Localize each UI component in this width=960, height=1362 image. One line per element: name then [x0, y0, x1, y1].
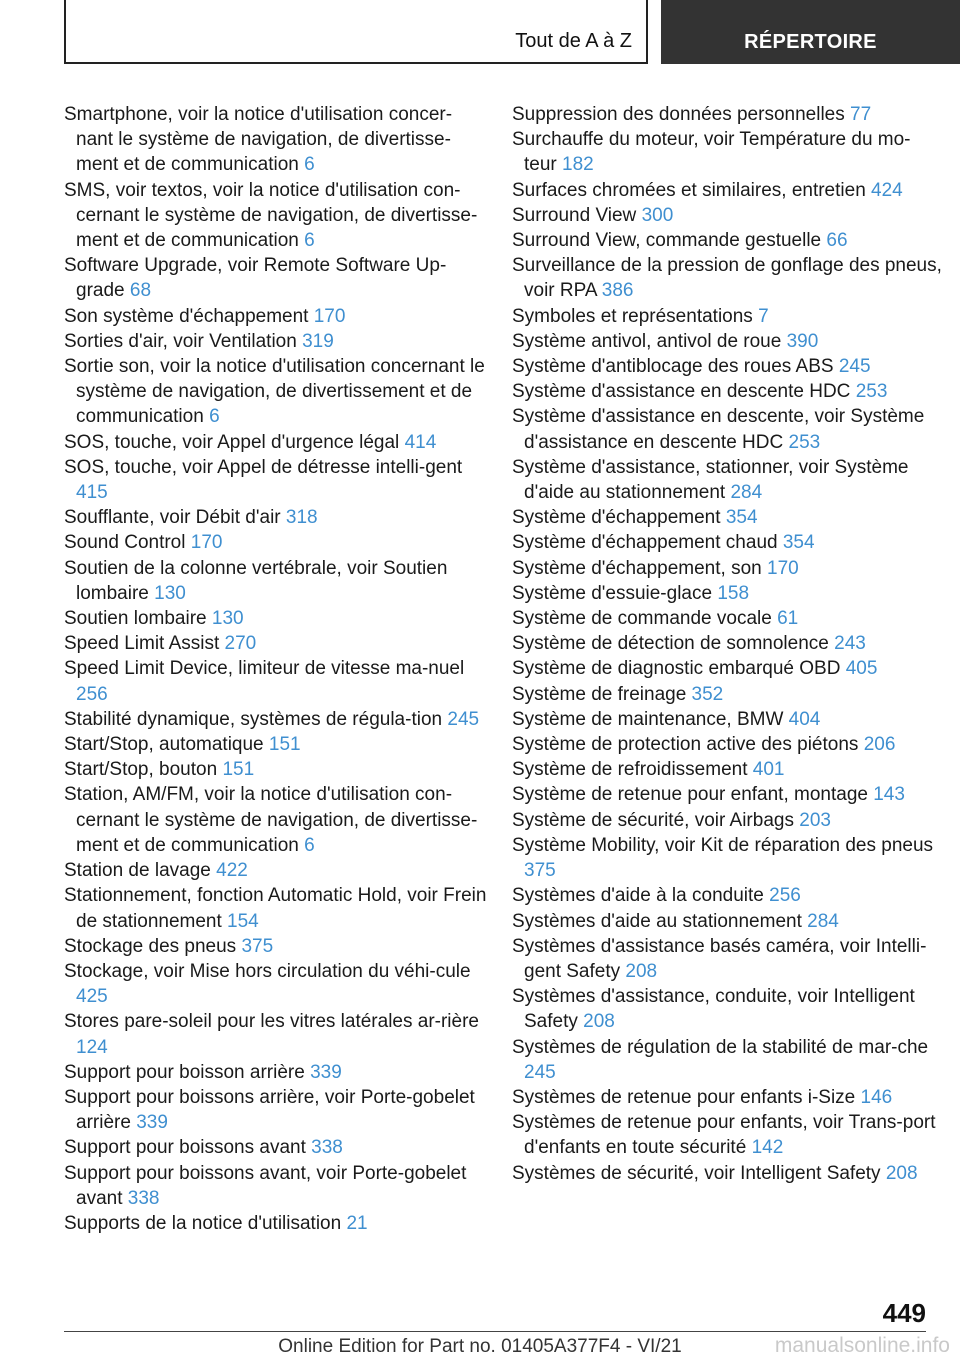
index-entry [512, 530, 942, 555]
index-entry-text: Speed Limit Assist [64, 633, 220, 655]
footer-divider [64, 1331, 926, 1332]
index-entry [64, 1135, 489, 1160]
index-entry [64, 1085, 489, 1135]
page-reference-link[interactable]: 208 [583, 1011, 615, 1033]
index-entry [512, 656, 942, 681]
page-reference-link[interactable]: 424 [871, 179, 903, 201]
page-reference-link[interactable]: 245 [838, 356, 871, 378]
index-entry-text: Systèmes d'assistance basés caméra, voir Intelli-gent Safety [512, 935, 927, 982]
page-number: 449 [882, 1298, 926, 1328]
index-entry-text: SOS, touche, voir Appel d'urgence légal [64, 431, 400, 453]
index-entry [64, 1211, 489, 1236]
index-entry [512, 102, 942, 127]
index-entry [512, 354, 942, 379]
page-reference-link[interactable]: 154 [227, 910, 259, 932]
index-entry [512, 732, 942, 757]
index-entry-text: Stores pare-soleil pour les vitres latérales ar-rière [64, 1011, 479, 1033]
page-reference-link[interactable]: 390 [786, 330, 819, 352]
page-reference-link[interactable]: 170 [190, 532, 223, 554]
index-entry-text: SOS, touche, voir Appel de détresse intelli-gent [64, 456, 463, 478]
page-reference-link[interactable]: 414 [404, 431, 437, 453]
index-column-left [64, 102, 489, 1236]
page-reference-link[interactable]: 338 [311, 1137, 343, 1159]
index-entry-text: Sortie son, voir la notice d'utilisation concernant le système de navigation, de divertissement et de communication [64, 356, 485, 428]
index-entry [64, 455, 489, 505]
index-entry [64, 757, 489, 782]
index-entry [512, 379, 942, 404]
page-reference-link[interactable]: 284 [730, 482, 763, 504]
index-column-right [512, 102, 942, 1186]
index-entry [512, 984, 942, 1034]
index-entry-text: Système d'essuie-glace [512, 582, 713, 604]
index-entry-text: Système d'assistance, stationner, voir Système d'aide au stationnement [512, 456, 909, 504]
index-entry [512, 1110, 942, 1160]
index-entry [512, 228, 942, 253]
index-entry-text: Système d'échappement, son [512, 557, 762, 579]
page-reference-link[interactable]: 256 [76, 683, 108, 705]
index-entry-text: Systèmes de retenue pour enfants, voir Trans-port d'enfants en toute sécurité [512, 1112, 936, 1159]
index-entry-text: Son système d'échappement [64, 305, 309, 327]
watermark: manualsonline.info [774, 1334, 950, 1357]
index-entry [64, 304, 489, 329]
page-reference-link[interactable]: 339 [136, 1112, 168, 1134]
page-reference-link[interactable]: 124 [76, 1036, 108, 1058]
page-reference-link[interactable]: 21 [346, 1212, 368, 1234]
index-entry-text: Système de sécurité, voir Airbags [512, 809, 794, 831]
page-reference-link[interactable]: 375 [524, 860, 556, 882]
page-reference-link[interactable]: 354 [782, 532, 815, 554]
page-reference-link[interactable]: 284 [807, 910, 839, 932]
page-reference-link[interactable]: 253 [788, 431, 821, 453]
page-reference-link[interactable]: 352 [691, 683, 724, 705]
index-entry-text: Supports de la notice d'utilisation [64, 1212, 342, 1234]
page-reference-link[interactable]: 245 [447, 708, 480, 730]
page-reference-link[interactable]: 318 [285, 507, 318, 529]
index-entry-text: Suppression des données personnelles [512, 104, 845, 125]
index-entry-text: Systèmes d'assistance, conduite, voir Intelligent Safety [512, 986, 915, 1033]
index-entry [64, 732, 489, 757]
index-entry-text: Stabilité dynamique, systèmes de régula-tion [64, 708, 443, 730]
index-entry-text: Smartphone, voir la notice d'utilisation concer-nant le système de navigation, de divertisse-ment et de communication [64, 104, 453, 176]
index-entry-text: Software Upgrade, voir Remote Software Up-grade [64, 255, 447, 302]
index-entry [512, 631, 942, 656]
page-reference-link[interactable]: 7 [758, 305, 769, 327]
index-entry [512, 581, 942, 606]
page-reference-link[interactable]: 203 [799, 809, 831, 831]
index-entry-text: Système d'antiblocage des roues ABS [512, 356, 834, 378]
index-entry-text: Support pour boissons avant [64, 1137, 306, 1159]
index-entry-text: Systèmes de retenue pour enfants i-Size [512, 1086, 856, 1108]
index-entry [512, 178, 942, 203]
index-entry-text: Soutien lombaire [64, 608, 207, 630]
index-entry-text: Soufflante, voir Débit d'air [64, 507, 281, 529]
index-entry [64, 656, 489, 706]
index-entry-text: Support pour boisson arrière [64, 1061, 305, 1083]
page-reference-link[interactable]: 354 [725, 507, 758, 529]
index-entry-text: Système d'assistance en descente, voir Système d'assistance en descente HDC [512, 406, 925, 453]
chapter-tab [661, 0, 960, 64]
index-entry [64, 505, 489, 530]
page-reference-link[interactable]: 245 [524, 1061, 556, 1083]
index-entry [64, 530, 489, 555]
page-reference-link[interactable]: 143 [873, 784, 905, 806]
index-entry-text: Système d'assistance en descente HDC [512, 381, 851, 403]
page-reference-link[interactable]: 66 [826, 230, 848, 252]
index-entry [512, 1085, 942, 1110]
index-entry-text: Speed Limit Device, limiteur de vitesse ma-nuel [64, 658, 465, 680]
index-entry-text: Surchauffe du moteur, voir Température du mo-teur [512, 129, 911, 176]
index-entry [512, 883, 942, 908]
index-entry-text: Système de maintenance, BMW [512, 708, 784, 730]
index-entry-text: Système de freinage [512, 683, 687, 705]
page-reference-link[interactable]: 415 [76, 482, 108, 504]
page-reference-link[interactable]: 404 [788, 708, 821, 730]
index-entry-text: Système d'échappement chaud [512, 532, 778, 554]
index-entry [512, 682, 942, 707]
page-reference-link[interactable]: 386 [601, 280, 634, 302]
index-entry-text: Sorties d'air, voir Ventilation [64, 330, 297, 352]
index-entry [64, 329, 489, 354]
page-reference-link[interactable]: 375 [241, 935, 274, 957]
index-entry [512, 707, 942, 732]
page-reference-link[interactable]: 130 [211, 608, 244, 630]
index-entry [64, 1161, 489, 1211]
index-entry [64, 934, 489, 959]
index-entry [512, 253, 942, 303]
index-entry [64, 178, 489, 254]
page-reference-link[interactable]: 300 [641, 204, 674, 226]
index-entry [64, 782, 489, 858]
index-entry-text: Sound Control [64, 532, 186, 554]
index-entry [512, 782, 942, 807]
index-entry-text: Support pour boissons arrière, voir Porte-gobelet arrière [64, 1086, 475, 1134]
index-entry [512, 304, 942, 329]
index-entry [512, 455, 942, 505]
index-entry [512, 808, 942, 833]
index-entry-text: Système de retenue pour enfant, montage [512, 784, 868, 806]
page-reference-link[interactable]: 6 [304, 834, 315, 856]
index-entry [64, 959, 489, 1009]
index-entry-text: Surveillance de la pression de gonflage des pneus, voir RPA [512, 255, 942, 302]
page-reference-link[interactable]: 256 [769, 885, 801, 907]
index-entry [512, 833, 942, 883]
page-reference-link[interactable]: 182 [562, 154, 594, 176]
index-entry-text: Station, AM/FM, voir la notice d'utilisation con-cernant le système de navigation, de divertisse-ment et de communication [64, 784, 478, 856]
index-entry-text: Surround View [512, 204, 637, 226]
index-entry [512, 934, 942, 984]
index-entry [64, 707, 489, 732]
index-entry-text: Start/Stop, automatique [64, 734, 264, 756]
page-reference-link[interactable]: 146 [860, 1086, 893, 1108]
page-reference-link[interactable]: 151 [268, 734, 301, 756]
page-reference-link[interactable]: 130 [154, 582, 186, 604]
index-entry-text: Système de commande vocale [512, 608, 772, 630]
index-entry-text: SMS, voir textos, voir la notice d'utilisation con-cernant le système de navigation, de divertisse-ment et de communication [64, 179, 478, 252]
index-entry [512, 556, 942, 581]
index-entry-text: Surfaces chromées et similaires, entretien [512, 179, 866, 201]
index-entry [512, 757, 942, 782]
index-entry [64, 354, 489, 430]
index-entry-text: Système Mobility, voir Kit de réparation des pneus [512, 834, 934, 856]
page-reference-link[interactable]: 142 [751, 1137, 784, 1159]
index-entry-text: Station de lavage [64, 860, 211, 882]
index-entry [64, 556, 489, 606]
index-entry-text: Système antivol, antivol de roue [512, 330, 782, 352]
page-reference-link[interactable]: 270 [224, 633, 257, 655]
index-entry [512, 329, 942, 354]
page-reference-link[interactable]: 208 [625, 960, 658, 982]
index-entry-text: Stockage des pneus [64, 935, 237, 957]
index-entry [64, 606, 489, 631]
page-reference-link[interactable]: 61 [777, 608, 799, 630]
index-entry-text: Systèmes d'aide au stationnement [512, 910, 802, 932]
page-reference-link[interactable]: 6 [304, 230, 315, 252]
index-entry [512, 606, 942, 631]
page-reference-link[interactable]: 68 [129, 280, 152, 302]
page-reference-link[interactable]: 253 [855, 381, 888, 403]
page-reference-link[interactable]: 208 [885, 1162, 918, 1184]
index-entry-text: Support pour boissons avant, voir Porte-gobelet avant [64, 1162, 467, 1209]
index-entry [64, 1009, 489, 1059]
section-label: Tout de A à Z [515, 30, 632, 52]
index-entry [512, 1161, 942, 1186]
index-entry [64, 253, 489, 303]
index-entry-text: Système de diagnostic embarqué OBD [512, 658, 841, 680]
page-reference-link[interactable]: 6 [304, 154, 315, 176]
page-reference-link[interactable]: 158 [717, 582, 750, 604]
page-reference-link[interactable]: 339 [310, 1061, 342, 1083]
index-entry-text: Start/Stop, bouton [64, 759, 218, 781]
page-reference-link[interactable]: 77 [850, 104, 872, 125]
index-entry [64, 102, 489, 178]
index-entry [64, 430, 489, 455]
index-entry-text: Système de refroidissement [512, 759, 748, 781]
index-entry [512, 127, 942, 177]
index-entry-text: Stationnement, fonction Automatic Hold, voir Frein de stationnement [64, 885, 487, 932]
index-entry [512, 909, 942, 934]
index-entry [64, 883, 489, 933]
page-reference-link[interactable]: 338 [127, 1187, 160, 1209]
index-entry [64, 1060, 489, 1085]
page-reference-link[interactable]: 170 [313, 305, 346, 327]
index-entry [512, 203, 942, 228]
index-entry-text: Systèmes de sécurité, voir Intelligent Safety [512, 1162, 881, 1184]
index-entry-text: Système de détection de somnolence [512, 633, 829, 655]
section-tab [64, 0, 648, 64]
index-entry-text: Systèmes de régulation de la stabilité de mar-che [512, 1036, 929, 1058]
index-entry [64, 631, 489, 656]
index-entry-text: Soutien de la colonne vertébrale, voir Soutien lombaire [64, 557, 448, 604]
index-entry [512, 1035, 942, 1085]
page-reference-link[interactable]: 243 [834, 633, 866, 655]
index-entry [512, 505, 942, 530]
page-reference-link[interactable]: 319 [302, 330, 334, 352]
page-reference-link[interactable]: 422 [216, 860, 248, 882]
page-reference-link[interactable]: 425 [76, 986, 108, 1008]
page-reference-link[interactable]: 206 [863, 734, 896, 756]
page-reference-link[interactable]: 6 [209, 406, 220, 428]
index-entry-text: Stockage, voir Mise hors circulation du véhi-cule [64, 960, 471, 982]
page-reference-link[interactable]: 405 [845, 658, 878, 680]
chapter-label: RÉPERTOIRE [744, 31, 877, 53]
page-reference-link[interactable]: 151 [222, 759, 255, 781]
index-entry-text: Surround View, commande gestuelle [512, 230, 822, 252]
index-entry-text: Système de protection active des piétons [512, 734, 859, 756]
index-entry-text: Systèmes d'aide à la conduite [512, 885, 764, 907]
index-entry-text: Symboles et représentations [512, 305, 753, 327]
page-reference-link[interactable]: 401 [752, 759, 785, 781]
edition-note: Online Edition for Part no. 01405A377F4 - VI/21 [278, 1336, 682, 1357]
index-entry [512, 404, 942, 454]
page-reference-link[interactable]: 170 [767, 557, 799, 579]
index-entry-text: Système d'échappement [512, 507, 721, 529]
index-entry [64, 858, 489, 883]
